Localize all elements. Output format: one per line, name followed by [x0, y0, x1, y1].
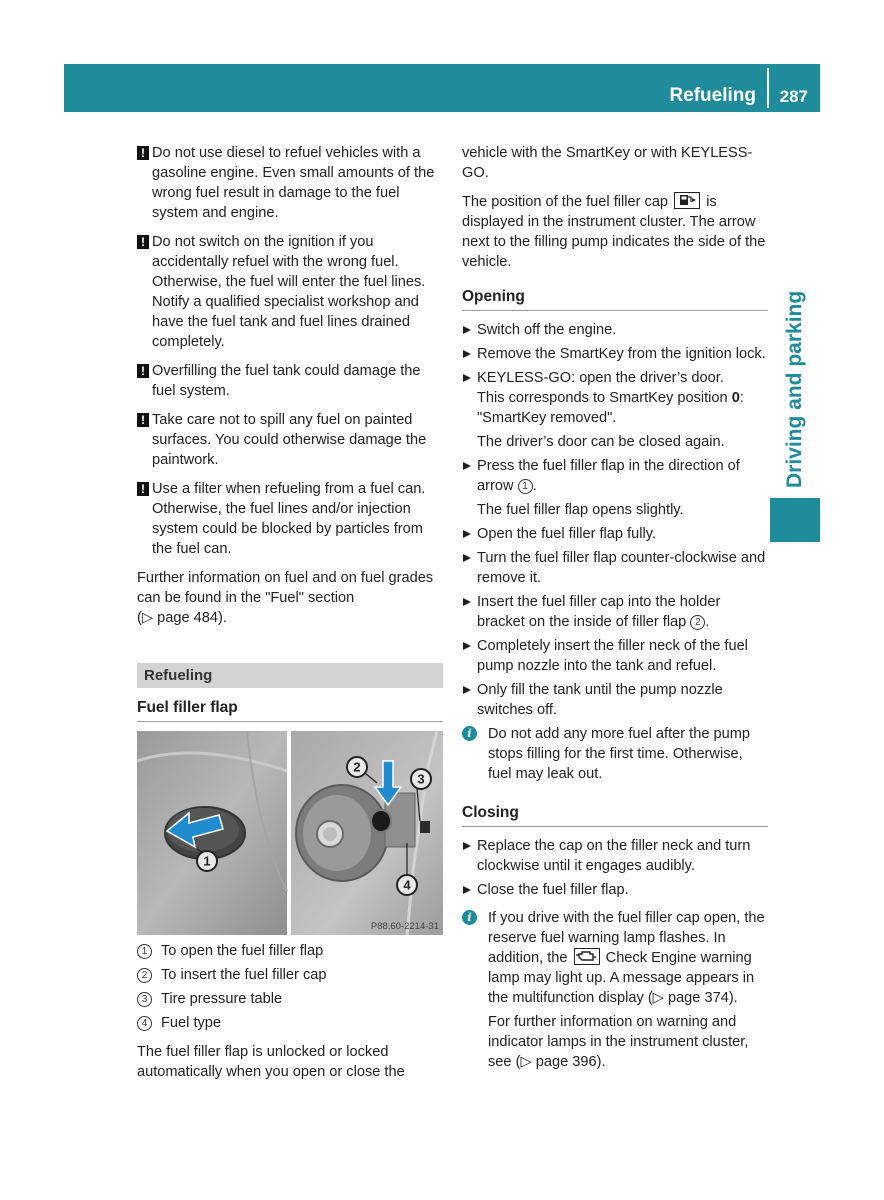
warning-note	[137, 479, 443, 559]
step-text: Close the fuel filler flap.	[477, 882, 629, 898]
step-item	[462, 636, 768, 676]
warning-note	[137, 143, 443, 223]
caption-item	[137, 941, 443, 961]
step-item	[462, 548, 768, 588]
step-text: Switch off the engine.	[477, 322, 617, 338]
info-note	[462, 908, 768, 1072]
info-content	[477, 908, 768, 1072]
exclamation-icon: !	[137, 364, 149, 378]
fuel-filler-flap-illustration	[137, 731, 443, 935]
step-arrow-icon	[463, 530, 471, 538]
step-text: Replace the cap on the filler neck and turn clockwise until it engages audibly.	[477, 838, 751, 874]
info-text-b: Check Engine warning lamp may light up. A message appears in the multifunction display	[488, 950, 755, 1006]
info-icon: i	[462, 910, 477, 925]
chapter-tab	[770, 270, 820, 490]
section-title: Refueling	[669, 85, 756, 106]
left-column	[137, 143, 443, 1091]
warning-text: Do not use diesel to refuel vehicles with a gasoline engine. Even small amounts of the wrong fuel result in damage to the fuel system and engine.	[152, 145, 435, 221]
step-text: Turn the fuel filler flap counter-clockwise and remove it.	[477, 550, 766, 586]
step-text-end: .	[532, 478, 537, 494]
step-text-end: .	[705, 614, 710, 630]
continued-paragraph: vehicle with the SmartKey or with KEYLESS-GO.	[462, 145, 753, 181]
step-item	[462, 680, 768, 720]
step-text: Insert the fuel filler cap into the holder bracket on the inside of filler flap	[477, 594, 721, 630]
caption-text: Fuel type	[161, 1015, 222, 1031]
warning-text: Do not switch on the ignition if you accidentally refuel with the wrong fuel. Otherwise, the fuel will enter the fuel lines. Notify a qualified specialist workshop and have the fuel tank and fuel lines drained completely.	[152, 234, 426, 350]
step-arrow-icon	[463, 886, 471, 894]
step-item	[462, 456, 768, 496]
exclamation-icon: !	[137, 413, 149, 427]
caption-text: Tire pressure table	[161, 991, 283, 1007]
step-item	[462, 320, 768, 340]
callout-number: 2	[690, 615, 705, 630]
caption-text: To insert the fuel filler cap	[161, 967, 327, 983]
step-text: Press the fuel filler flap in the direction of arrow	[477, 458, 740, 494]
page-number: 287	[779, 87, 808, 106]
subheading-closing: Closing	[462, 802, 768, 827]
step-item	[462, 592, 768, 632]
warning-text: Take care not to spill any fuel on painted surfaces. You could otherwise damage the paintwork.	[152, 412, 427, 468]
info-icon: i	[462, 726, 477, 741]
further-info-text: Further information on fuel and on fuel grades can be found in the "Fuel" section	[137, 570, 434, 606]
step-result: The fuel filler flap opens slightly.	[477, 502, 684, 518]
step-note-text: This corresponds to SmartKey position	[477, 390, 728, 406]
callout-number: 2	[137, 968, 152, 983]
info-text-a: If you drive with the fuel filler cap open, the reserve fuel warning lamp flashes. In addition, the	[488, 910, 765, 966]
cap-position-text-a: The position of the fuel filler cap	[462, 194, 669, 210]
step-arrow-icon	[463, 686, 471, 694]
step-text: Open the fuel filler flap fully.	[477, 526, 657, 542]
lock-info-paragraph: The fuel filler flap is unlocked or locked automatically when you open or close the	[137, 1044, 405, 1080]
step-arrow-icon	[463, 374, 471, 382]
info-subparagraph	[488, 1012, 768, 1072]
callout-1-label: 1	[203, 853, 211, 869]
step-note-quote: "SmartKey removed".	[477, 410, 617, 426]
right-column	[462, 143, 768, 1076]
smartkey-position: 0	[731, 390, 740, 406]
cap-position-text-b: is displayed in the instrument cluster. The arrow next to the filling pump indicates the side of the vehicle.	[462, 194, 766, 270]
step-text: Only fill the tank until the pump nozzle switches off.	[477, 682, 723, 718]
fuel-pump-icon	[674, 192, 700, 209]
subheading-fuel-filler-flap: Fuel filler flap	[137, 697, 443, 722]
callout-number: 1	[518, 479, 533, 494]
step-note-colon: :	[739, 390, 744, 406]
step-item	[462, 880, 768, 900]
warning-text: Use a filter when refueling from a fuel can. Otherwise, the fuel lines and/or injection system could be blocked by particles from the fuel can.	[152, 481, 426, 557]
step-arrow-icon	[463, 462, 471, 470]
step-arrow-icon	[463, 642, 471, 650]
figure-caption-list	[137, 941, 443, 1033]
warning-text: Overfilling the fuel tank could damage the fuel system.	[152, 363, 421, 399]
callout-number: 1	[137, 944, 152, 959]
caption-item	[137, 989, 443, 1009]
callout-2-label: 2	[353, 759, 361, 775]
info-text: Do not add any more fuel after the pump stops filling for the first time. Otherwise, fuel may leak out.	[488, 726, 751, 782]
step-arrow-icon	[463, 554, 471, 562]
chapter-tab-label: Driving and parking	[783, 290, 806, 488]
section-bar-refueling: Refueling	[137, 663, 443, 688]
callout-4-label: 4	[403, 877, 411, 893]
warning-note	[137, 410, 443, 470]
cap-position-paragraph	[462, 192, 768, 272]
exclamation-icon: !	[137, 482, 149, 496]
page-reference-link[interactable]: (▷ page 396).	[515, 1054, 606, 1070]
page-reference-link[interactable]: (▷ page 374).	[647, 990, 738, 1006]
step-item	[462, 524, 768, 544]
chapter-tab-marker	[770, 498, 820, 542]
callout-number: 3	[137, 992, 152, 1007]
fuel-filler-flap-figure	[137, 731, 443, 935]
exclamation-icon: !	[137, 146, 149, 160]
exclamation-icon: !	[137, 235, 149, 249]
caption-text: To open the fuel filler flap	[161, 943, 324, 959]
step-arrow-icon	[463, 598, 471, 606]
step-arrow-icon	[463, 842, 471, 850]
page-reference-link[interactable]: (▷ page 484).	[137, 610, 227, 626]
step-item	[462, 344, 768, 364]
header-divider	[767, 68, 769, 108]
step-text: KEYLESS-GO: open the driver’s door.	[477, 370, 724, 386]
figure-code: P88.60-2214-31	[370, 921, 439, 932]
subheading-opening: Opening	[462, 286, 768, 311]
step-item	[462, 368, 768, 428]
caption-item	[137, 1013, 443, 1033]
caption-item	[137, 965, 443, 985]
step-text: Completely insert the filler neck of the fuel pump nozzle into the tank and refuel.	[477, 638, 748, 674]
info-sub-text: For further information on warning and indicator lamps in the instrument cluster, see	[488, 1014, 749, 1070]
step-arrow-icon	[463, 326, 471, 334]
warning-note	[137, 232, 443, 352]
step-item	[462, 836, 768, 876]
step-result: The driver’s door can be closed again.	[477, 434, 725, 450]
callout-3-label: 3	[417, 771, 425, 787]
further-info-paragraph	[137, 568, 443, 628]
callout-number: 4	[137, 1016, 152, 1031]
check-engine-icon	[574, 948, 600, 965]
info-note	[462, 724, 768, 784]
page-header	[64, 64, 820, 112]
step-arrow-icon	[463, 350, 471, 358]
warning-note	[137, 361, 443, 401]
step-text: Remove the SmartKey from the ignition lock.	[477, 346, 766, 362]
